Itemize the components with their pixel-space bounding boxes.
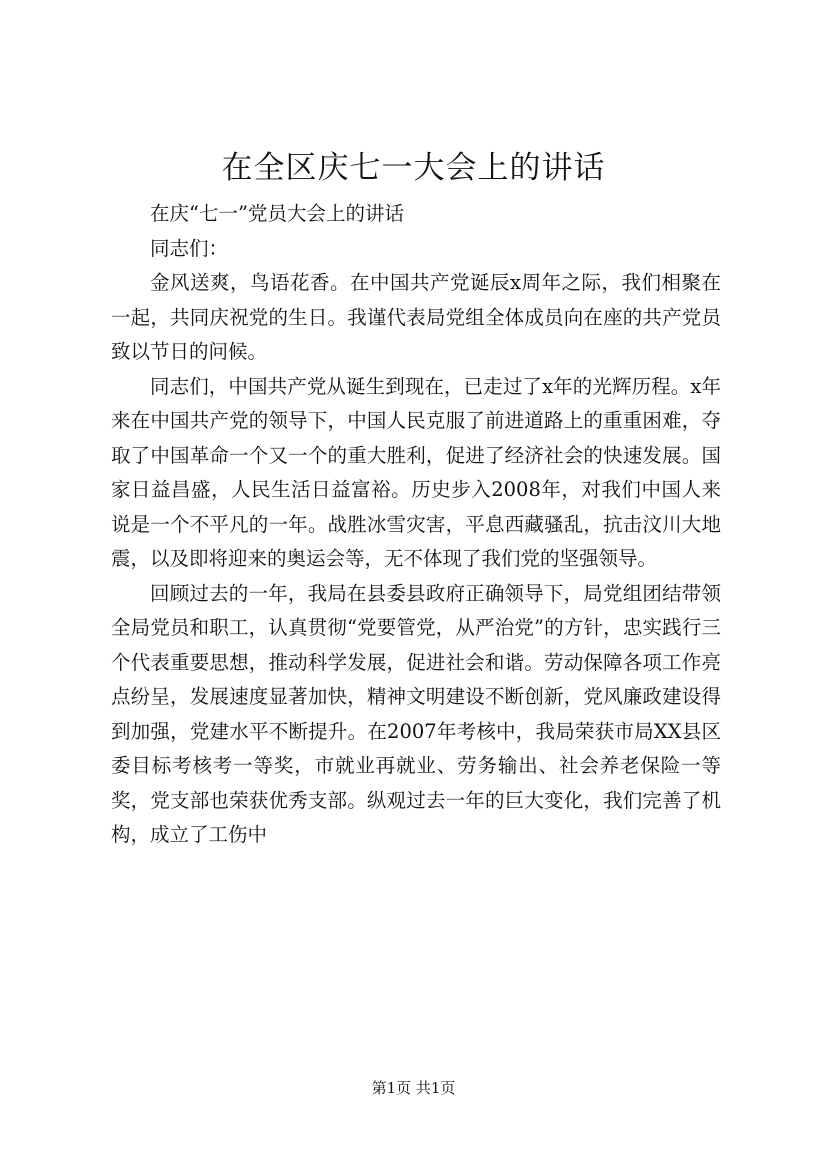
paragraph-review: 回顾过去的一年，我局在县委县政府正确领导下，局党组团结带领全局党员和职工，认真贯彻“党要管党，从严治党”的方针，忠实践行三个代表重要思想，推动科学发展，促进社会和谐。劳动保障各项工作亮点纷呈，发展速度显著加快，精神文明建设不断创新，党风廉政建设得到加强，党建水平不断提升。在2007年考核中，我局荣获市局XX县区委目标考核考一等奖，市就业再就业、劳务输出、社会养老保险一等奖，党支部也荣获优秀支部。纵观过去一年的巨大变化，我们完善了机构，成立了工伤中 [111,581,721,846]
paragraph-opening: 金风送爽，鸟语花香。在中国共产党诞辰x周年之际，我们相聚在一起，共同庆祝党的生日。我谨代表局党组全体成员向在座的共产党员致以节日的问候。 [111,271,721,363]
paragraph-history: 同志们，中国共产党从诞生到现在，已走过了x年的光辉历程。x年来在中国共产党的领导下，中国人民克服了前进道路上的重重困难，夺取了中国革命一个又一个的重大胜利，促进了经济社会的快速发展。国家日益昌盛，人民生活日益富裕。历史步入2008年，对我们中国人来说是一个不平凡的一年。战胜冰雪灾害，平息西藏骚乱，抗击汶川大地震，以及即将迎来的奥运会等，无不体现了我们党的坚强领导。 [111,374,721,570]
paragraph-subtitle: 在庆“七一”党员大会上的讲话 [150,202,404,225]
document-title: 在全区庆七一大会上的讲话 [221,150,606,186]
paragraph-greeting: 同志们： [150,236,229,260]
page-footer: 第1页 共1页 [371,1079,456,1097]
document-body [111,197,721,853]
